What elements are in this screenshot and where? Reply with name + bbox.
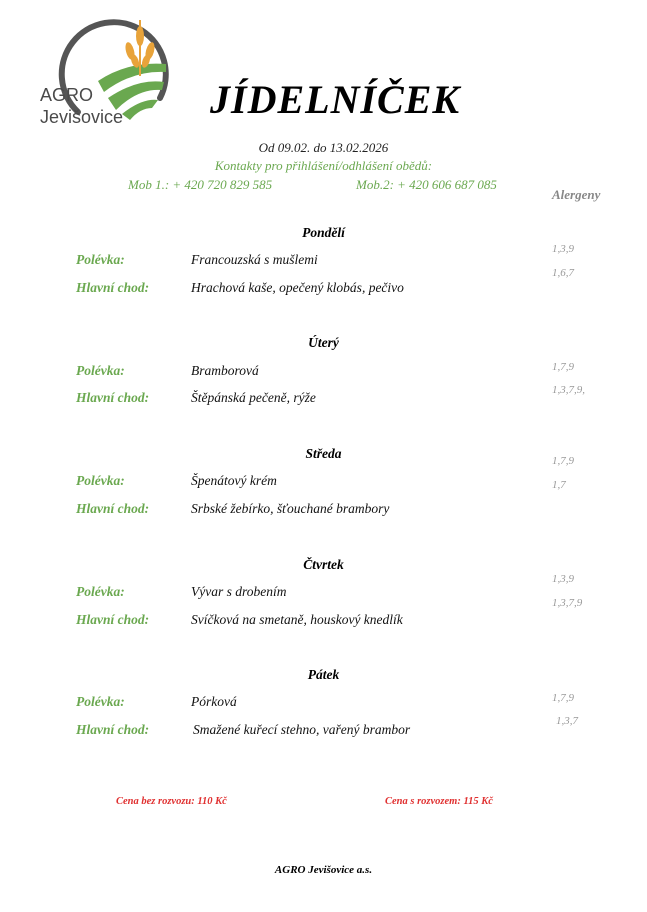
logo-line-1: AGRO: [40, 85, 94, 105]
main-allergens-wednesday: 1,7: [552, 479, 566, 491]
day-heading-thursday: Čtvrtek: [303, 557, 344, 572]
soup-allergens-friday: 1,7,9: [552, 692, 574, 704]
soup-allergens-monday: 1,3,9: [552, 243, 574, 255]
main-friday: Smažené kuřecí stehno, vařený brambor: [193, 722, 411, 737]
page-title: JÍDELNÍČEK: [210, 77, 461, 122]
soup-allergens-wednesday: 1,7,9: [552, 455, 574, 467]
soup-tuesday: Bramborová: [191, 363, 259, 378]
main-allergens-friday: 1,3,7: [556, 715, 578, 727]
soup-allergens-thursday: 1,3,9: [552, 573, 574, 585]
price-without-delivery: Cena bez rozvozu: 110 Kč: [116, 796, 227, 807]
contacts-label: Kontakty pro přihlášení/odhlášení obědů:: [214, 158, 433, 173]
mobile-1: Mob 1.: + 420 720 829 585: [128, 177, 273, 192]
allergens-header: Alergeny: [552, 187, 601, 202]
main-label: Hlavní chod:: [76, 390, 150, 405]
main-label: Hlavní chod:: [76, 280, 150, 295]
soup-monday: Francouzská s mušlemi: [191, 252, 318, 267]
main-allergens-tuesday: 1,3,7,9,: [552, 384, 585, 396]
day-heading-wednesday: Středa: [305, 446, 342, 461]
day-heading-monday: Pondělí: [302, 225, 345, 240]
main-label: Hlavní chod:: [76, 501, 150, 516]
soup-label: Polévka:: [76, 252, 125, 267]
date-range: Od 09.02. do 13.02.2026: [258, 140, 389, 155]
soup-label: Polévka:: [76, 363, 125, 378]
logo-wordmark: [40, 84, 123, 128]
mobile-2: Mob.2: + 420 606 687 085: [356, 177, 497, 192]
main-label: Hlavní chod:: [76, 722, 150, 737]
logo-line-2: Jevišovice: [40, 107, 124, 127]
soup-friday: Pórková: [191, 694, 237, 709]
footer-company: AGRO Jevišovice a.s.: [274, 864, 373, 876]
soup-label: Polévka:: [76, 584, 125, 599]
main-allergens-monday: 1,6,7: [552, 267, 574, 279]
soup-wednesday: Špenátový krém: [191, 473, 277, 488]
main-wednesday: Srbské žebírko, šťouchané brambory: [191, 501, 390, 516]
day-heading-tuesday: Úterý: [308, 335, 339, 350]
day-heading-friday: Pátek: [307, 667, 340, 682]
main-label: Hlavní chod:: [76, 612, 150, 627]
soup-allergens-tuesday: 1,7,9: [552, 361, 574, 373]
price-with-delivery: Cena s rozvozem: 115 Kč: [385, 796, 493, 807]
soup-thursday: Vývar s drobením: [191, 584, 287, 599]
main-thursday: Svíčková na smetaně, houskový knedlík: [191, 612, 403, 627]
soup-label: Polévka:: [76, 473, 125, 488]
main-monday: Hrachová kaše, opečený klobás, pečivo: [191, 280, 404, 295]
main-tuesday: Štěpánská pečeně, rýže: [191, 390, 316, 405]
main-allergens-thursday: 1,3,7,9: [552, 597, 583, 609]
soup-label: Polévka:: [76, 694, 125, 709]
